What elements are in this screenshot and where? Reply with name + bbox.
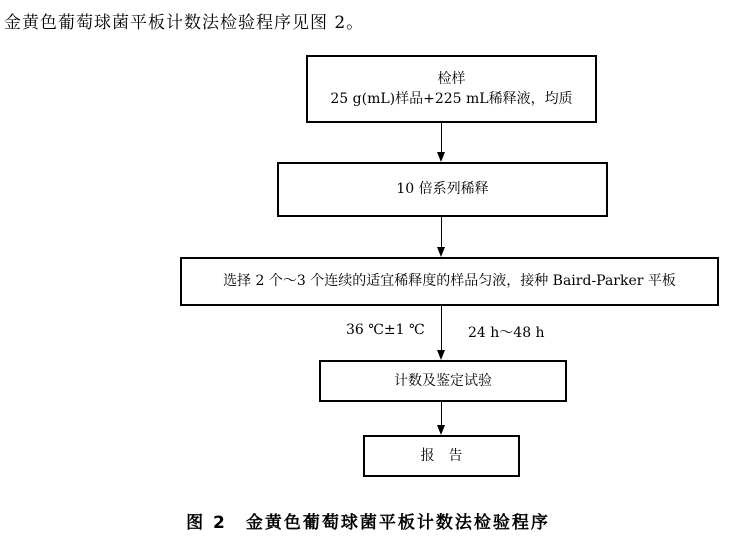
step-inoculate-box bbox=[180, 257, 719, 306]
step-dilution-box bbox=[277, 162, 608, 217]
arrow-4-head bbox=[437, 425, 445, 435]
incubation-temperature: 36 ℃±1 ℃ bbox=[346, 322, 425, 338]
arrow-2-line bbox=[441, 217, 442, 248]
figure-caption: 图 2 金黄色葡萄球菌平板计数法检验程序 bbox=[186, 513, 550, 533]
arrow-1-head bbox=[437, 152, 445, 162]
arrow-4-line bbox=[441, 402, 442, 426]
step-report-label: 报 告 bbox=[420, 447, 463, 464]
step-dilution-label: 10 倍系列稀释 bbox=[396, 181, 489, 198]
step-inoculate-label: 选择 2 个～3 个连续的适宜稀释度的样品匀液，接种 Baird-Parker 平板 bbox=[223, 273, 676, 290]
intro-text: 金黄色葡萄球菌平板计数法检验程序见图 2。 bbox=[4, 13, 365, 33]
incubation-time: 24 h～48 h bbox=[468, 325, 545, 341]
step-count-box bbox=[319, 360, 567, 402]
arrow-3-line bbox=[441, 306, 442, 351]
step-report-box bbox=[363, 435, 520, 477]
step-sample-title: 检样 bbox=[437, 70, 466, 87]
step-sample-detail: 25 g(mL)样品+225 mL稀释液，均质 bbox=[330, 91, 573, 107]
arrow-3-head bbox=[437, 350, 445, 360]
step-count-label: 计数及鉴定试验 bbox=[394, 372, 492, 389]
step-sample-box bbox=[306, 55, 597, 123]
arrow-2-head bbox=[437, 247, 445, 257]
arrow-1-line bbox=[441, 123, 442, 153]
